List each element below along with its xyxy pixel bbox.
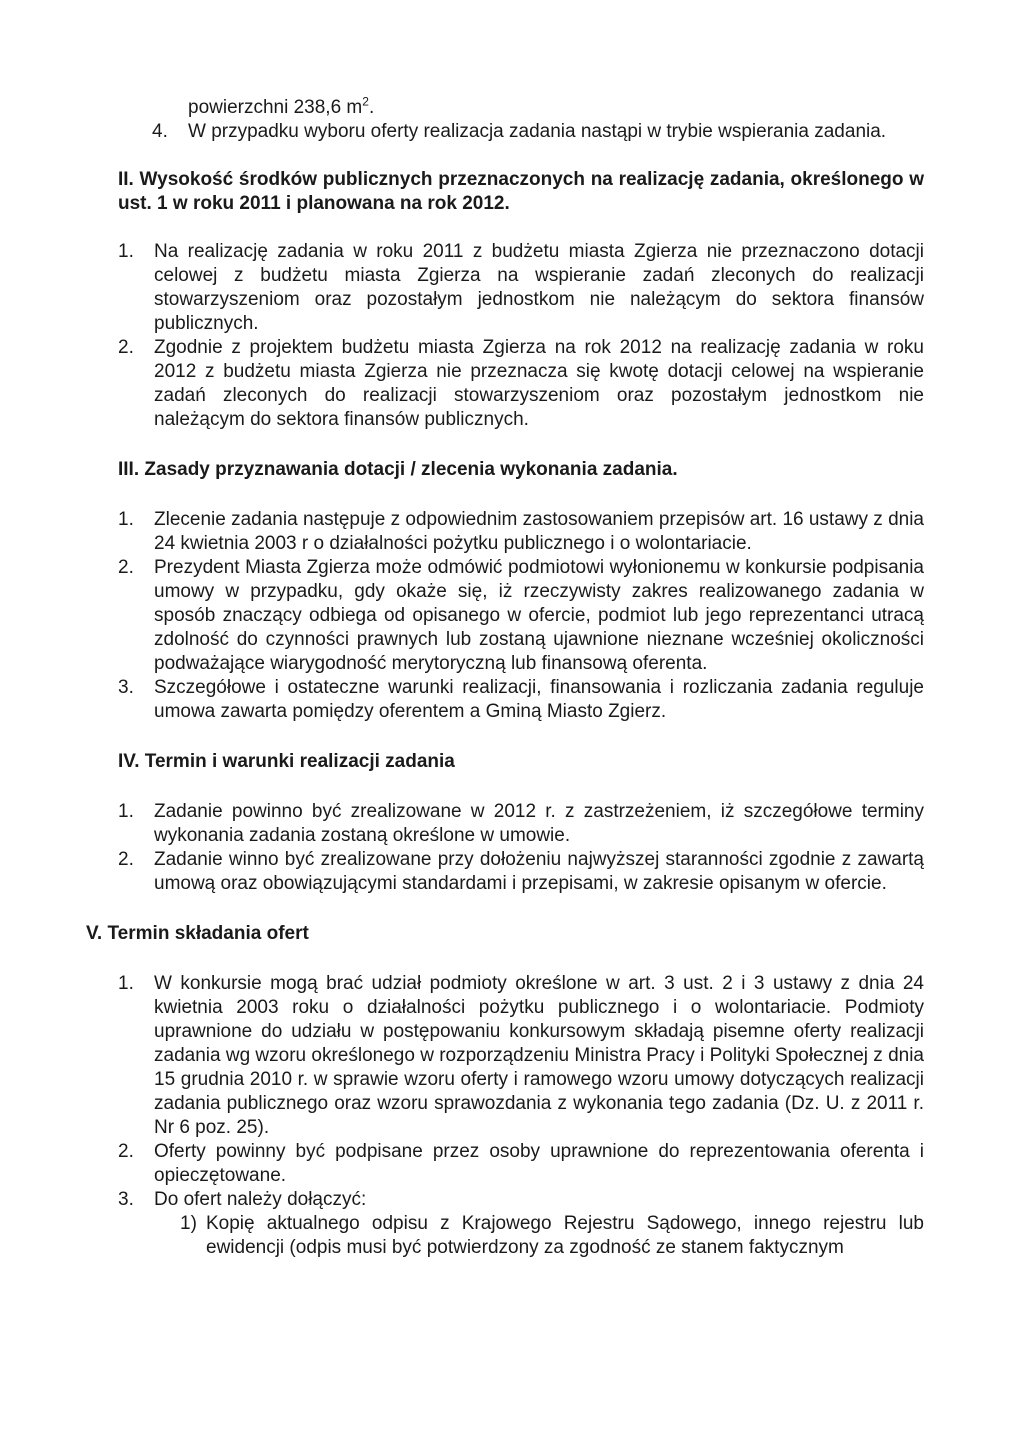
item-number: 1. [118, 509, 134, 530]
list-item [118, 240, 924, 336]
intro-line-text: powierzchni 238,6 m [188, 97, 363, 118]
sub-list [154, 1212, 924, 1260]
list-item [118, 556, 924, 676]
list-item [118, 1188, 924, 1260]
list-item [152, 120, 924, 144]
item-text: Oferty powinny być podpisane przez osoby uprawnione do reprezentowania oferenta i opieczętowane. [154, 1141, 924, 1186]
document-body [86, 92, 924, 1260]
section-5-heading: V. Termin składania ofert [86, 923, 309, 944]
sub-list-item [180, 1212, 924, 1260]
list-item [118, 508, 924, 556]
section-3-list [118, 508, 924, 724]
item-number: 2. [118, 337, 134, 358]
section-5-list [118, 972, 924, 1260]
item-number: 1. [118, 801, 134, 822]
list-item [118, 972, 924, 1140]
list-item [118, 676, 924, 724]
item-number: 4. [152, 121, 168, 142]
item-text: Do ofert należy dołączyć: [154, 1189, 367, 1210]
item-number: 3. [118, 1189, 134, 1210]
section-4-list [118, 800, 924, 896]
item-text: Na realizację zadania w roku 2011 z budżetu miasta Zgierza nie przeznaczono dotacji celowej z budżetu miasta Zgierza na wspieranie zadań zleconych do realizacji stowarzyszeniom oraz pozostałym jednostkom nie należącym do sektora finansów publicznych. [154, 241, 924, 334]
item-text: Szczegółowe i ostateczne warunki realizacji, finansowania i rozliczania zadania reguluje umowa zawarta pomiędzy oferentem a Gminą Miasto Zgierz. [154, 677, 924, 722]
item-text: W konkursie mogą brać udział podmioty określone w art. 3 ust. 2 i 3 ustawy z dnia 24 kwietnia 2003 roku o działalności pożytku publicznego i o wolontariacie. Podmioty uprawnione do udziału w postępowaniu konkursowym składają pisemne oferty realizacji zadania wg wzoru określonego w rozporządzeniu Ministra Pracy i Polityki Społecznej z dnia 15 grudnia 2010 r. w sprawie wzoru oferty i ramowego wzoru umowy dotyczących realizacji zadania publicznego oraz wzoru sprawozdania z wykonania tego zadania (Dz. U. z 2011 r. Nr 6 poz. 25). [154, 973, 924, 1138]
item-number: 1. [118, 973, 134, 994]
section-4-heading: IV. Termin i warunki realizacji zadania [118, 751, 455, 772]
intro-line-end: . [368, 97, 375, 118]
list-item [118, 1140, 924, 1188]
intro-list [152, 120, 924, 144]
list-item [118, 336, 924, 432]
superscript: 2 [362, 94, 369, 109]
sub-item-number: 1) [180, 1213, 197, 1234]
item-number: 2. [118, 849, 134, 870]
sub-item-text: Kopię aktualnego odpisu z Krajowego Rejestru Sądowego, innego rejestru lub ewidencji (odpis musi być potwierdzony za zgodność ze stanem faktycznym [206, 1213, 924, 1258]
intro-line [118, 96, 924, 120]
item-number: 1. [118, 241, 134, 262]
item-number: 2. [118, 1141, 134, 1162]
section-3-heading: III. Zasady przyznawania dotacji / zlecenia wykonania zadania. [118, 459, 678, 480]
section-2-list [118, 240, 924, 432]
item-text: Zlecenie zadania następuje z odpowiednim zastosowaniem przepisów art. 16 ustawy z dnia 24 kwietnia 2003 r o działalności pożytku publicznego i o wolontariacie. [154, 509, 924, 554]
item-text: Zgodnie z projektem budżetu miasta Zgierza na rok 2012 na realizację zadania w roku 2012 z budżetu miasta Zgierza nie przeznacza się kwotę dotacji celowej na wspieranie zadań zleconych do realizacji stowarzyszeniom oraz pozostałym jednostkom nie należącym do sektora finansów publicznych. [154, 337, 924, 430]
item-text: Zadanie powinno być zrealizowane w 2012 r. z zastrzeżeniem, iż szczegółowe terminy wykonania zadania zostaną określone w umowie. [154, 801, 924, 846]
section-2-heading: II. Wysokość środków publicznych przeznaczonych na realizację zadania, określonego w ust. 1 w roku 2011 i planowana na rok 2012. [118, 169, 924, 214]
list-item [118, 848, 924, 896]
item-text: Zadanie winno być zrealizowane przy dołożeniu najwyższej staranności zgodnie z zawartą umową oraz obowiązującymi standardami i przepisami, w zakresie opisanym w ofercie. [154, 849, 924, 894]
item-text: Prezydent Miasta Zgierza może odmówić podmiotowi wyłonionemu w konkursie podpisania umowy w przypadku, gdy okaże się, iż rzeczywisty zakres realizowanego zadania w sposób znaczący odbiega od opisanego w ofercie, podmiot lub jego reprezentanci utracą zdolność do czynności prawnych lub zostaną ujawnione nieznane wcześniej okoliczności podważające wiarygodność merytoryczną lub finansową oferenta. [154, 557, 924, 674]
item-number: 3. [118, 677, 134, 698]
item-number: 2. [118, 557, 134, 578]
list-item [118, 800, 924, 848]
item-text: W przypadku wyboru oferty realizacja zadania nastąpi w trybie wspierania zadania. [188, 121, 887, 142]
